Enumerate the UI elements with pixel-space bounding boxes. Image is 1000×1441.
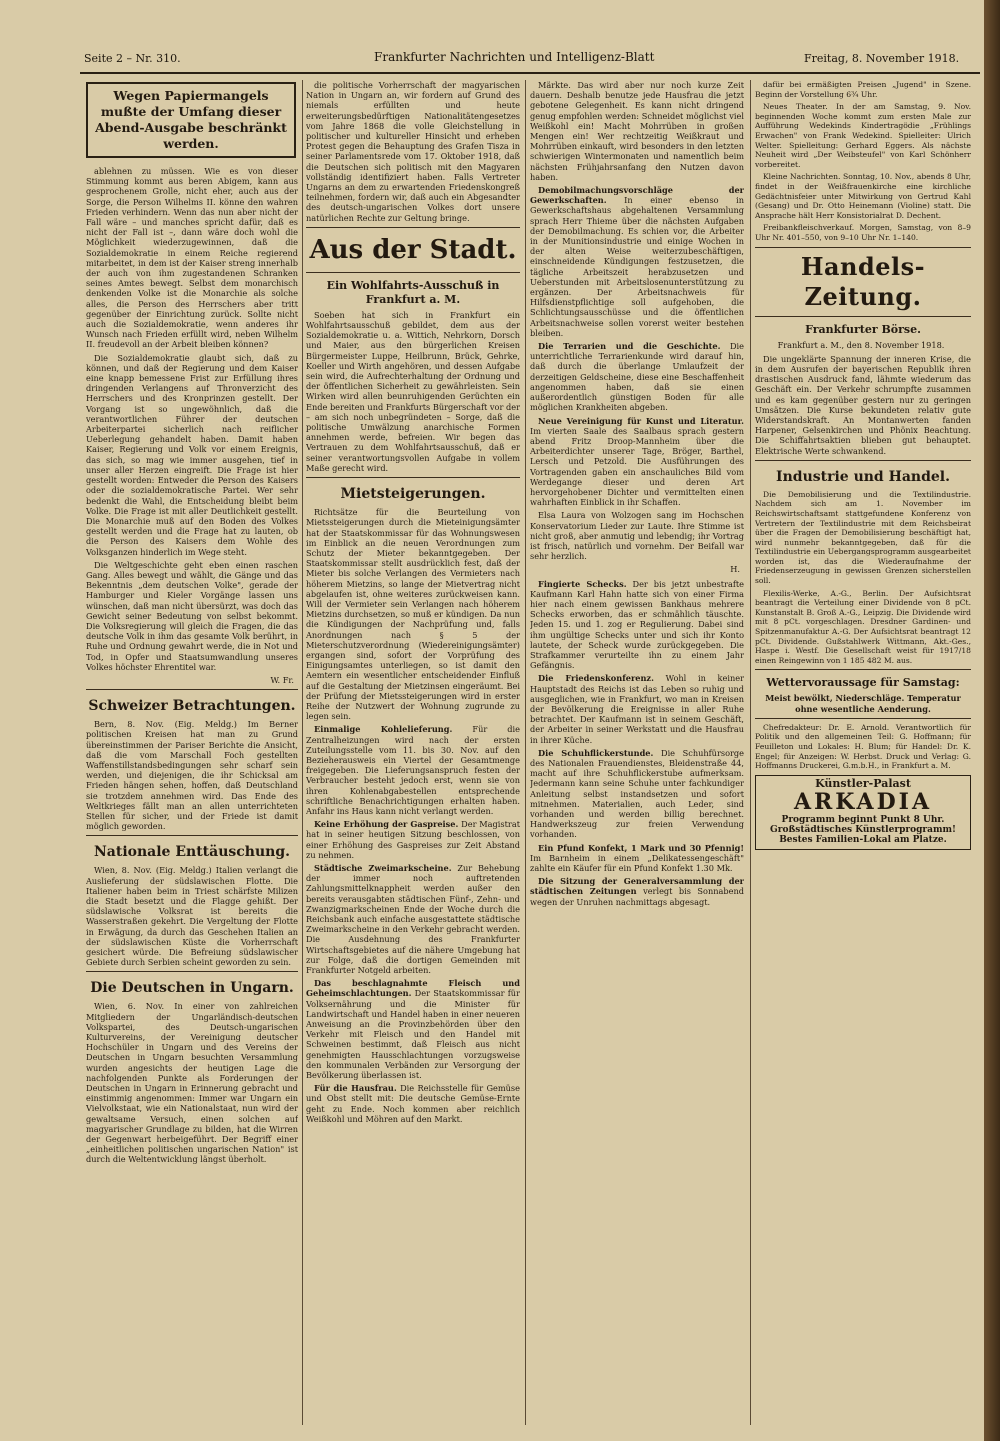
concert-notice: Kleine Nachrichten. Sonntag, 10. Nov., abends 8 Uhr, findet in der Weißfrauenkirche eine kirchliche Gedächtnisfeier unter Mitwirkung von Gertrud Kahl (Gesang) und Dr. Otto Heinemann (Violine) statt. Die Ansprache hält Herr Konsistorialrat D. Dechent. (755, 172, 971, 220)
author-signature: H. (730, 564, 740, 575)
header-page-number: Seite 2 – Nr. 310. (84, 52, 181, 65)
headline-mietsteigerungen: Mietsteigerungen. (340, 486, 486, 503)
column-divider (525, 80, 526, 1425)
article-text: Zur Behebung der immer noch auftretenden Zahlungsmittelknappheit werden außer den bereits verausgabten städtischen Fünf-, Zehn- und Zwanzigmarkscheinen Ende der Woche durch die Reichsbank auch einfache ausgestattete städtische Zweimarkscheine in den Verkehr gebracht werden. Die Ausdehnung des Frankfurter Wirtschaftsgebietes auf die nähere Umgebung hat zur Folge, daß die dortigen Gemeinden mit Frankfurter Notgeld arbeiten. (306, 863, 520, 976)
column-3 (530, 80, 744, 1425)
article-text: die politische Vorherrschaft der magyarischen Nation in Ungarn an, wir fordern auf Grund des niemals erfüllten und heute erweiterungsbedürftigen Nationalitätengesetzes vom Jahre 1868 die volle Gleichstellung in politischer und kultureller Hinsicht und erheben Protest gegen die Behauptung des Grafen Tisza in seiner Parlamentsrede vom 17. Oktober 1918, daß die Deutschen sich politisch mit den Magyaren vollständig identifiziert haben. Falls Vertreter Ungarns an dem zu erwartenden Friedenskongreß teilnehmen, fordern wir, daß auch ein Abgesandter des deutsch-ungarischen Volkes dort unsere natürlichen Rechte zur Geltung bringe. (306, 80, 520, 223)
subhead: Einmalige Kohlelieferung. (314, 724, 453, 735)
article-text: Der Magistrat hat in seiner heutigen Sitzung beschlossen, von einer Erhöhung des Gaspreises zur Zeit Abstand zu nehmen. (306, 819, 520, 860)
ad-program-time: Programm beginnt Punkt 8 Uhr. (781, 815, 945, 825)
subhead: Fingierte Schecks. (538, 578, 627, 589)
author-signature: W. Fr. (270, 674, 294, 685)
divider (306, 227, 520, 228)
headline-schweiz: Schweizer Betrachtungen. (88, 698, 296, 715)
article-text: Der bis jetzt unbestrafte Kaufmann Karl Hahn hatte sich von einer Firma hier nach einem gewissen Bankhaus mehrere Schecks erworben, das er schmählich täuschte. Jeden 15. und 1. zog er Regulierung. Dabei sind ihm ungültige Schecks unter und sich ihr Konto lautete, der Scheck wurde zurückgegeben. Die Strafkammer verurteilte ihn zu einem Jahr Gefängnis. (530, 578, 744, 671)
article-text: Die Schuhfürsorge des Nationalen Frauendienstes, Bleidenstraße 44, macht auf ihre Schuhflickerstube aufmerksam. Jedermann kann seine Schuhe unter fachkundiger Anleitung selbst instandsetzen und sofort mitnehmen. Materialien, auch Leder, sind vorhanden und werden billig berechnet. Handwerkszeug zur freien Verwendung vorhanden. (530, 747, 744, 840)
weather-forecast: Meist bewölkt, Niederschläge. Temperatur ohne wesentliche Aenderung. (765, 693, 961, 714)
header-rule (80, 72, 980, 74)
header-masthead: Frankfurter Nachrichten und Intelligenz-Blatt (374, 50, 655, 64)
ad-name: ARKADIA (793, 789, 933, 815)
ad-kicker: Künstler-Palast (815, 776, 911, 790)
article-text: Elsa Laura von Wolzogen sang im Hochschen Konservatorium Lieder zur Laute. Ihre Stimme ist nicht groß, aber anmutig und lebendig; ihr Vortrag ist frisch, natürlich und vornehm. Der Beifall war sehr herzlich. (530, 510, 744, 562)
headline-industrie: Industrie und Handel. (776, 468, 950, 485)
headline-wohlfahrt: Ein Wohlfahrts-Ausschuß in Frankfurt a. M. (326, 278, 500, 306)
divider (306, 477, 520, 478)
article-text: Richtsätze für die Beurteilung von Mietssteigerungen durch die Mieteinigungsämter hat der Staatskommissar für das Wohnungswesen im Einblick an die neuen Verordnungen zum Schutz der Mieter bekanntgegeben. Der Staatskommissar stellt ausdrücklich fest, daß der Mieter bis solche Verlangen des Vermieters nach höherem Mietzins, so lange der Mietvertrag nicht abgelaufen ist, ohne weiteres zurückweisen kann. Will der Vermieter sein Verlangen nach höherem Mietzins durchsetzen, so muß er kündigen. Da nun die Kündigungen der Nachprüfung und, falls Anordnungen nach § 5 der Mieterschutzverordnung (Wiedereinigungsämter) ergangen sind, sofort der Vorprüfung des Einigungsamtes unterliegen, so ist damit den Aemtern ein wesentlicher entscheidender Einfluß auf die Gestaltung der Mietzinsen eingeräumt. Bei der Prüfung der Mietssteigerungen wird in erster Reihe der Nutzwert der Wohnung zugrunde zu legen sein. (306, 507, 520, 722)
imprint: Chefredakteur: Dr. E. Arnold. Verantwortlich für Politik und den allgemeinen Teil: G. Hoffmann; für Feuilleton und Lokales: H. Blum; für Handel: Dr. K. Engel; für Anzeigen: W. Herbst. Druck und Verlag: G. Hoffmanns Druckerei, G.m.b.H., in Frankfurt a. M. (755, 722, 971, 771)
arkadia-advertisement (755, 775, 971, 850)
article-text: In einer ebenso in Gewerkschaftshaus abgehaltenen Versammlung sprach Herr Thieme über die nächsten Aufgaben der Demobilmachung. Es schien vor, die Arbeiter in der Munitionsindustrie und einige Wochen in der alten Weise weiterzubeschäftigen, einschneidende Kündigungen festzusetzen, die tägliche Arbeitszeit herabzusetzen und Ueberstunden mit Arbeitslosenunterstützung zu ergänzen. Der Arbeitsnachweis für Hilfsdienstpflichtige soll aufgehoben, die Schlichtungsausschüsse und die öffentlichen Arbeitsnachweise sollen vorerst weiter bestehen bleiben. (530, 195, 744, 338)
column-divider (750, 80, 751, 1425)
page-edge (984, 0, 1000, 1441)
article-text: Die ungeklärte Spannung der inneren Krise, die in dem Ausrufen der bayerischen Republik ihren drastischen Ausdruck fand, lähmte wiederum das Geschäft ein. Der Verkehr schrumpfte zusammen und es kam gegenüber gestern nur zu geringen Umsätzen. Die Kurse bekundeten relativ gute Widerstandskraft. An Montanwerten fanden Harpener, Gelsenkirchen und Phönix Beachtung. Die Schiffahrtsaktien blieben gut behauptet. Elektrische Werte schwankend. (755, 353, 971, 456)
article-text: Märkte. Das wird aber nur noch kurze Zeit dauern. Deshalb benutze jede Hausfrau die jetzt gebotene Gelegenheit. Es kann nicht dringend genug empfohlen werden: Schneidet möglichst viel Weißkohl ein! Macht Mohrrüben in großen Mengen ein! Wer rechtzeitig Weißkraut und Mohrrüben einkauft, wird besonders in den letzten schwierigen Wintermonaten und namentlich beim nächsten Frühjahrsanfang den Nutzen davon haben. (530, 80, 744, 182)
market-notice: Freibankfleischverkauf. Morgen, Samstag, von 8–9 Uhr Nr. 401–550, von 9–10 Uhr Nr. 1–140. (755, 223, 971, 242)
column-1 (86, 80, 298, 1425)
article-text: Flexilis-Werke, A.-G., Berlin. Der Aufsichtsrat beantragt die Verteilung einer Dividende von 8 pCt. Kunstanstalt B. Groß A.-G., Leipzig. Die Dividende wird mit 8 pCt. vorgeschlagen. Dresdner Gardinen- und Spitzenmanufaktur A.-G. Der Aufsichtsrat beantragt 12 pCt. Dividende. Gußstahlwerk Wittmann, Akt.-Ges., Haspe i. Westf. Die Gesellschaft weist für 1917/18 einen Reingewinn von 1 185 482 M. aus. (755, 588, 971, 665)
section-title-handels-zeitung: Handels-Zeitung. (800, 251, 926, 311)
subhead: Für die Hausfrau. (314, 1083, 397, 1094)
headline-ungarn: Die Deutschen in Ungarn. (90, 980, 294, 997)
column-2 (306, 80, 520, 1425)
divider (306, 272, 520, 273)
article-text: Die unterrichtliche Terrarienkunde wird darauf hin, daß durch die überlange Umlaufzeit der derzeitigen Geldscheine, diese eine Beschaffenheit angenommen haben, daß sie einen außerordentlich günstigen Boden für alle möglichen Krankheiten abgeben. (530, 341, 744, 413)
column-divider (302, 80, 303, 1425)
divider (86, 971, 298, 972)
article-text: Die Weltgeschichte geht eben einen raschen Gang. Alles bewegt und wählt, die Gänge und das Bekenntnis „dem deutschen Volke", gerade der Hamburger und Kieler Vorgänge lassen uns wünschen, daß man nicht übersürzt, was doch das Gewicht seiner Bedeutung von selbst bekommt. Die Volksregierung will gleich die Fragen, die das deutsche Volk in ihm das gesamte Volk berührt, in Ruhe und Ordnung gewahrt werde, die in Not und Tod, in Opfer und Staatsumwandlung unseres Volkes höchster Ehrentitel war. (86, 559, 298, 672)
article-text: Wohl in keiner Hauptstadt des Reichs ist das Leben so ruhig und ausgeglichen, wie in Frankfurt, wo man in Kreisen der Bevölkerung die Ereignisse in aller Ruhe betrachtet. Der Kaufmann ist in seinem Geschäft, der Arbeiter in seiner Werkstatt und die Hausfrau in ihrer Küche. (530, 673, 744, 745)
divider (755, 316, 971, 317)
headline-wetter: Wettervoraussage für Samstag: (766, 676, 960, 690)
header-date: Freitag, 8. November 1918. (804, 52, 960, 65)
subhead: Die Schuhflickerstunde. (538, 747, 654, 758)
article-text: ablehnen zu müssen. Wie es von dieser Stimmung kommt aus beren Abigem, kann aus gesprochenem Grolle, nicht eher, auch aus der Sorge, die Person Wilhelms II. könne den wahren Frieden verhindern. Wenn das nun aber nicht der Fall wäre – und manches spricht dafür, daß es nicht der Fall ist –, dann wäre doch wohl die Möglichkeit wiederzugewinnen, daß die Sozialdemokratie in einem Reiche regierend mitarbeitet, in dem ist der Kaiser streng innerhalb der auch von ihm zugestandenen Schranken seines Amtes bewegt. Selbst dem monarchisch denkenden Volke ist die Monarchie als solche alles, die Person des Herrschers aber tritt gegenüber der Einrichtung zurück. Sollte nicht auch die Sozialdemokratie, wenn anderes ihr Wunsch nach Frieden erfüllt wird, neben Wilhelm II. freudevoll an der Arbeit bleiben können? (86, 166, 298, 350)
paper-shortage-notice: Wegen Papiermangels mußte der Umfang dieser Abend-Ausgabe beschränkt werden. (86, 82, 296, 158)
section-title-stadt: Aus der Stadt. (309, 234, 517, 265)
article-text: Der Staatskommissar für Volksernährung und die Minister für Landwirtschaft und Handel haben in einer neueren Anweisung an die Provinzbehörden über den Verkehr mit Fleisch und den Handel mit Schweinen bestimmt, daß Fleisch aus nicht genehmigten Hausschlachtungen vorzugsweise den kommunalen Verbänden zur Versorgung der Bevölkerung überlassen ist. (306, 988, 520, 1081)
article-text: Die Sozialdemokratie glaubt sich, daß zu können, und daß der Regierung und dem Kaiser eine knapp bemessene Frist zur Erfüllung ihres dringenden Verlangens auf Thronverzicht des Herrschers und des Kronprinzen gestellt. Der Vorgang ist so ungewöhnlich, daß die verantwortlichen Führer der deutschen Arbeiterpartei sicherlich nach reiflicher Ueberlegung gehandelt haben. Damit haben Kaiser, Regierung und Volk vor einem Ereignis, das sich, so mag wie immer ausgehen, tief in unser aller Herzen eingreift. Die Frage ist hier gestellt worden: Entweder die Person des Kaisers oder die sozialdemokratische Partei. Wer sehr bedenkt die Wahl, die Entscheidung bleibt beim Volke. Die Frage ist mit aller Deutlichkeit gestellt. Die Monarchie muß auf den Boden des Volkes gestellt werden und die Frage hat zu lauten, ob die Person des Kaisers dem Wohle des Volksganzen hinderlich im Wege steht. (86, 352, 298, 557)
divider (755, 669, 971, 670)
subhead: Die Friedenskonferenz. (538, 673, 654, 684)
article-text: Die Reichsstelle für Gemüse und Obst stellt mit: Die deutsche Gemüse-Ernte geht zu Ende. Noch kommen aber reichlich Weißkohl und Möhren auf den Markt. (306, 1083, 520, 1124)
ad-subline: Großstädtisches Künstlerprogramm! (770, 825, 956, 836)
column-4 (755, 80, 971, 1425)
ad-footer: Bestes Familien-Lokal am Platze. (779, 835, 947, 846)
article-text: verlegt bis Sonnabend wegen der Unruhen nachmittags abgesagt. (530, 886, 744, 907)
divider (755, 460, 971, 461)
subhead: Ein Pfund Konfekt, 1 Mark und 30 Pfennig! (538, 842, 744, 853)
subhead: Demobilmachungsvorschläge der Gewerkschaften. (530, 185, 744, 206)
article-text: Für die Zentralheizungen wird nach der ersten Zuteilungsstelle vom 11. bis 30. Nov. auf den Bezieherausweis ein Viertel der Gesamtmenge freigegeben. Die Lieferungsanspruch festen der Verbraucher besteht jedoch erst, wenn sie von ihren Kohlenabgabestellen entsprechende schriftliche Benachrichtigungen erhalten haben. Anfahr ins Haus kann nicht verlangt werden. (306, 724, 520, 816)
subhead: Neue Vereinigung für Kunst und Literatur. (538, 415, 744, 426)
divider (86, 689, 298, 690)
divider (86, 835, 298, 836)
theater-notice: Neues Theater. In der am Samstag, 9. Nov. beginnenden Woche kommt zum ersten Male zur Aufführung Wedekinds Kindertragödie „Frühlings Erwachen" von Frank Wedekind. Spielleiter: Ulrich Welter. Spielleitung: Gerhard Eggers. Als nächste Neuheit wird „Der Weibsteufel" von Karl Schönherr vorbereitet. (755, 102, 971, 169)
article-text: Im Barnheim in einem „Delikatessengeschäft" zahlte ein Käufer für ein Pfund Konfekt 1.30 Mk. (530, 852, 744, 874)
article-text: Soeben hat sich in Frankfurt ein Wohlfahrtsausschuß gebildet, dem aus der Sozialdemokratie u. a. Wittich, Nehrkorn, Dorsch und Maier, aus den bürgerlichen Kreisen Bürgermeister Luppe, Heilbrunn, Brück, Gehrke, Koeller und Wirth angehören, und dessen Aufgabe sein wird, die Aufrechterhaltung der Ordnung und der öffentlichen Sicherheit zu gewährleisten. Sein Wirken wird allen beunruhigenden Gerüchten ein Ende bereiten und Frankfurts Bürgerschaft vor der – am sich noch unbegründeten – Sorge, daß die politische Umwälzung anarchische Formen annehmen werde, befreien. Wir begen das Vertrauen zu dem Wohlfahrtsausschuß, daß er seiner verantwortungsvollen Aufgabe in vollem Maße gerecht wird. (306, 309, 520, 473)
subhead: Keine Erhöhung der Gaspreise. (314, 819, 459, 830)
article-text: Bern, 8. Nov. (Eig. Meldg.) Im Berner politischen Kreisen hat man zu Grund übereinstimmen der Pariser Berichte die Ansicht, daß die vom Marschall Foch gestellten Waffenstillstandsbedingungen sehr scharf sein werden, und diejenigen, die ihr Schicksal am Frieden hängen sehen, hoffen, daß Deutschland sie trotzdem annehmen wird. Das Ende des Weltkrieges fällt man an allen unterrichteten Stellen für sicher, und der Friede ist damit möglich geworden. (86, 719, 298, 832)
divider (755, 247, 971, 248)
subhead: Die Sitzung der Generalversammlung der städtischen Zeitungen (530, 876, 744, 897)
subhead: Städtische Zweimarkscheine. (314, 863, 452, 873)
headline-enttaeuschung: Nationale Enttäuschung. (94, 844, 290, 861)
article-text: Wien, 6. Nov. In einer von zahlreichen Mitgliedern der Ungarländisch-deutschen Volkspartei, des Deutsch-ungarischen Kulturvereins, der Vereinigung deutscher Hochschüler in Ungarn und des Vereins der Deutschen in Ungarn besuchten Versammlung wurden angesichts der heutigen Lage die nachfolgenden Punkte als Forderungen der Deutschen in Ungarn in Erinnerung gebracht und einstimmig angenommen: Immer war Ungarn ein Vielvolkstaat, wie ein Nationalstaat, nun wird der gewaltsame Versuch, einen solchen auf magyarischer Grundlage zu bilden, hat die Wirren der Gegenwart herbeigeführt. Der Begriff einer „einheitlichen politischen ungarischen Nation" ist durch die Weltentwicklung längst überholt. (86, 1001, 298, 1165)
subhead: Die Terrarien und die Geschichte. (538, 341, 721, 352)
divider (755, 718, 971, 719)
article-text: Wien, 8. Nov. (Eig. Meldg.) Italien verlangt die Auslieferung der südslawischen Flotte. Die Italiener haben beim in Triest schärfste Milizen die Stadt besetzt und die Flagge gehißt. Der südslawische Volksrat ist bereits die Wasserstraßen gekehrt. Die Vergeltung der Flotte in Erwägung, da durch das Geschehen Italien an der südslawischen Küste die Vorherrschaft gesichert würde. Die Befreiung südslawischer Gebiete durch Serbien scheint geworden zu sein. (86, 865, 298, 968)
article-text: Die Demobilisierung und die Textilindustrie. Nachdem sich am 1. November im Reichswirtschaftsamt stattgefundene Konferenz von Vertretern der Textilindustrie mit dem Reichsbeirat über die Fragen der Demobilisierung beschäftigt hat, wird nunmehr bekanntgegeben, daß für die Textilindustrie ein Uebergangsprogramm ausgearbeitet worden ist, das die Wiederaufnahme der Friedenserzeugung in gewissen Grenzen sicherstellen soll. (755, 489, 971, 586)
subhead: Das beschlagnahmte Fleisch und Geheimschlachtungen. (306, 978, 520, 999)
headline-boerse: Frankfurter Börse. (805, 322, 921, 336)
article-text: dafür bei ermäßigten Preisen „Jugend" in Szene. Beginn der Vorstellung 6¾ Uhr. (755, 80, 971, 99)
page-header (84, 50, 964, 70)
article-text: Im vierten Saale des Saalbaus sprach gestern abend Fritz Droop-Mannheim über die Arbeiterdichter unserer Tage, Bröger, Barthel, Lersch und Petzold. Die Ausführungen des Vortragenden gaben ein anschauliches Bild vom Werdegange dieser und deren Art hervorgehobener Dichter und vermittelten einen wahrhaften Einblick in ihr Schaffen. (530, 425, 744, 508)
dateline: Frankfurt a. M., den 8. November 1918. (777, 339, 945, 350)
